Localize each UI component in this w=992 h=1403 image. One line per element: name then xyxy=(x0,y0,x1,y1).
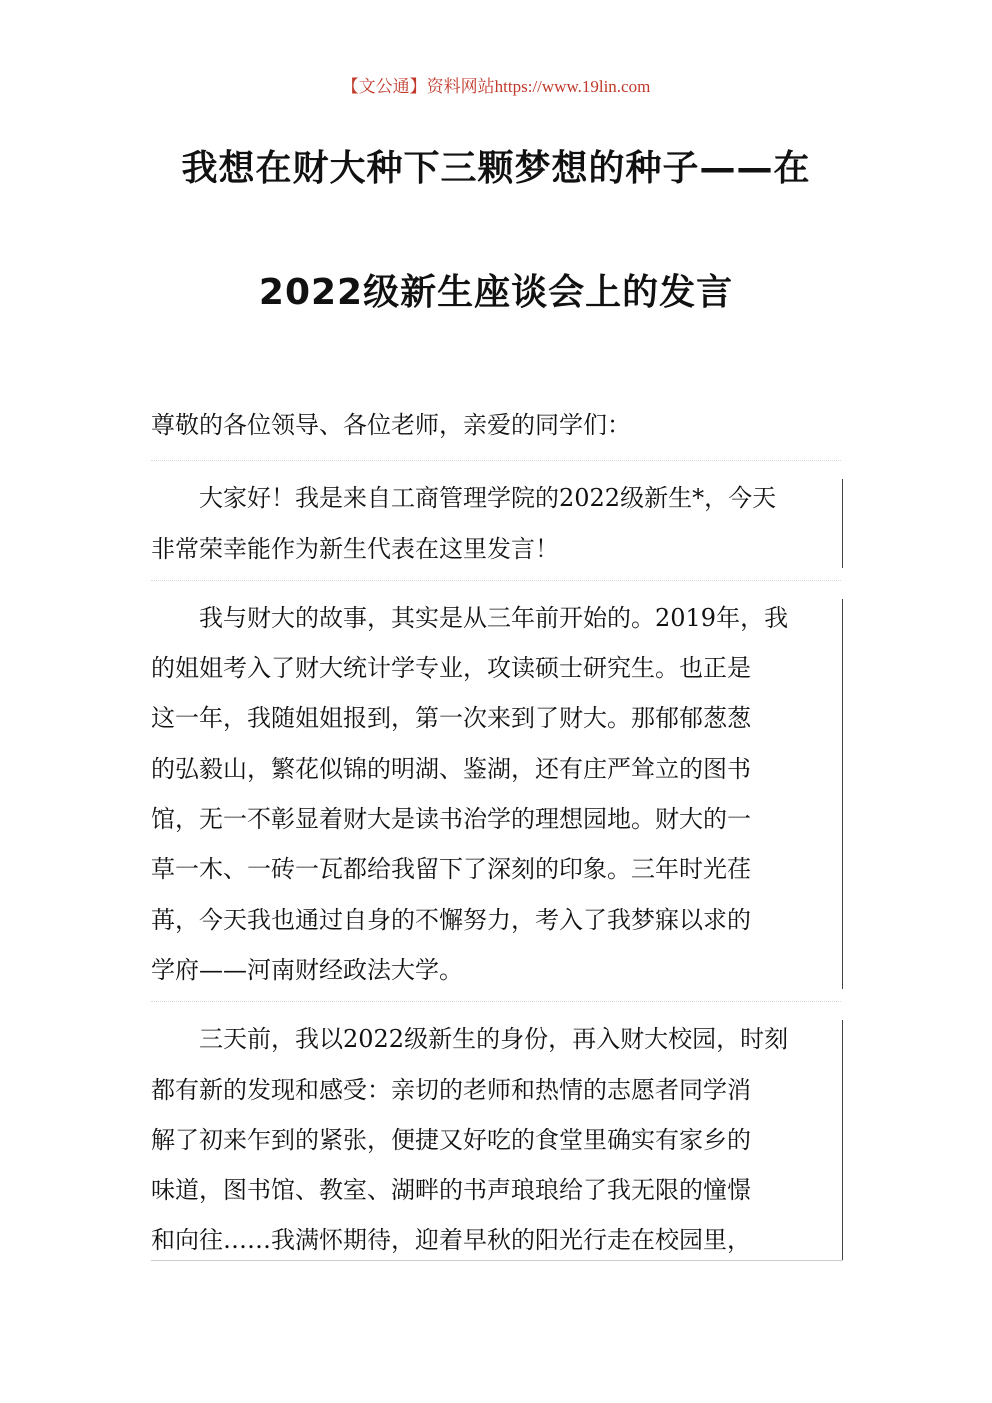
document-title-line-1: 我想在财大种下三颗梦想的种子——在 xyxy=(181,148,811,189)
paragraph-line: 的弘毅山，繁花似锦的明湖、鉴湖，还有庄严耸立的图书 xyxy=(151,754,751,783)
paragraph-separator xyxy=(151,580,841,581)
document-title-line-2: 2022级新生座谈会上的发言 xyxy=(258,272,734,313)
paragraph-line: 学府——河南财经政法大学。 xyxy=(151,955,463,984)
paragraph-line: 的姐姐考入了财大统计学专业，攻读硕士研究生。也正是 xyxy=(151,654,751,683)
paragraph-1 xyxy=(151,473,841,574)
paragraph-line: 苒，今天我也通过自身的不懈努力，考入了我梦寐以求的 xyxy=(151,905,751,934)
paragraph-line: 味道，图书馆、教室、湖畔的书声琅琅给了我无限的憧憬 xyxy=(151,1176,751,1205)
paragraph-line: 馆，无一不彰显着财大是读书治学的理想园地。财大的一 xyxy=(151,805,751,834)
paragraph-line: 这一年，我随姐姐报到，第一次来到了财大。那郁郁葱葱 xyxy=(151,704,751,733)
paragraph-line: 三天前，我以2022级新生的身份，再入财大校园，时刻 xyxy=(199,1025,789,1054)
paragraph-line: 解了初来乍到的紧张，便捷又好吃的食堂里确实有家乡的 xyxy=(151,1125,751,1154)
page-bottom-rule xyxy=(151,1260,843,1261)
paragraph-line: 我与财大的故事，其实是从三年前开始的。2019年，我 xyxy=(199,603,789,632)
paragraph-separator xyxy=(151,1001,841,1002)
header-website-link[interactable]: 【文公通】资料网站https://www.19lin.com xyxy=(341,77,651,96)
greeting-paragraph xyxy=(151,400,841,450)
paragraph-line: 草一木、一砖一瓦都给我留下了深刻的印象。三年时光荏 xyxy=(151,855,751,884)
greeting-line: 尊敬的各位领导、各位老师，亲爱的同学们： xyxy=(151,411,631,439)
paragraph-line: 都有新的发现和感受：亲切的老师和热情的志愿者同学消 xyxy=(151,1075,751,1104)
paragraph-line: 大家好！我是来自工商管理学院的2022级新生*，今天 xyxy=(199,484,777,513)
paragraph-line: 非常荣幸能作为新生代表在这里发言！ xyxy=(151,534,559,563)
paragraph-line: 和向往……我满怀期待，迎着早秋的阳光行走在校园里， xyxy=(151,1226,751,1255)
paragraph-3 xyxy=(151,1014,841,1265)
paragraph-2 xyxy=(151,593,841,995)
paragraph-separator xyxy=(151,460,841,461)
document-body xyxy=(151,400,841,1266)
